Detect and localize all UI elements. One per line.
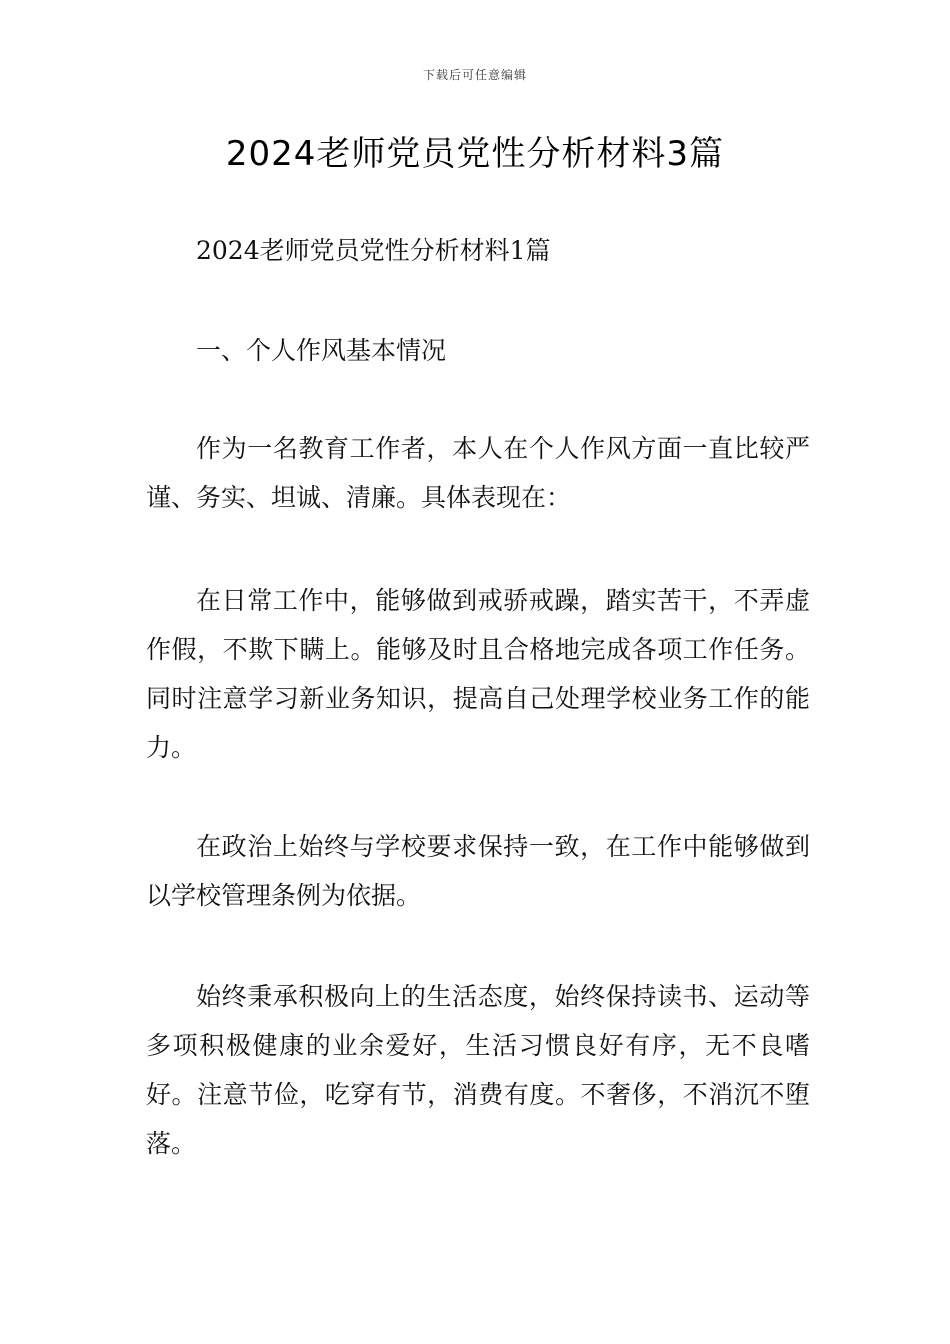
document-title: 2024老师党员党性分析材料3篇 (225, 134, 725, 174)
header-note: 下载后可任意编辑 (422, 68, 527, 82)
paragraph-4: 始终秉承积极向上的生活态度，始终保持读书、运动等多项积极健康的业余爱好，生活习惯良好有序，无不良嗜好。注意节俭，吃穿有节，消费有度。不奢侈，不消沉不堕落。 (146, 982, 810, 1158)
paragraph-2: 在日常工作中，能够做到戒骄戒躁，踏实苦干，不弄虚作假，不欺下瞒上。能够及时且合格地完成各项工作任务。同时注意学习新业务知识，提高自己处理学校业务工作的能力。 (146, 586, 810, 762)
paragraph-1: 作为一名教育工作者，本人在个人作风方面一直比较严谨、务实、坦诚、清廉。具体表现在： (146, 434, 810, 512)
section-heading: 一、个人作风基本情况 (196, 336, 447, 365)
paragraph-3: 在政治上始终与学校要求保持一致，在工作中能够做到以学校管理条例为依据。 (146, 832, 810, 910)
part-subtitle: 2024老师党员党性分析材料1篇 (196, 236, 551, 265)
